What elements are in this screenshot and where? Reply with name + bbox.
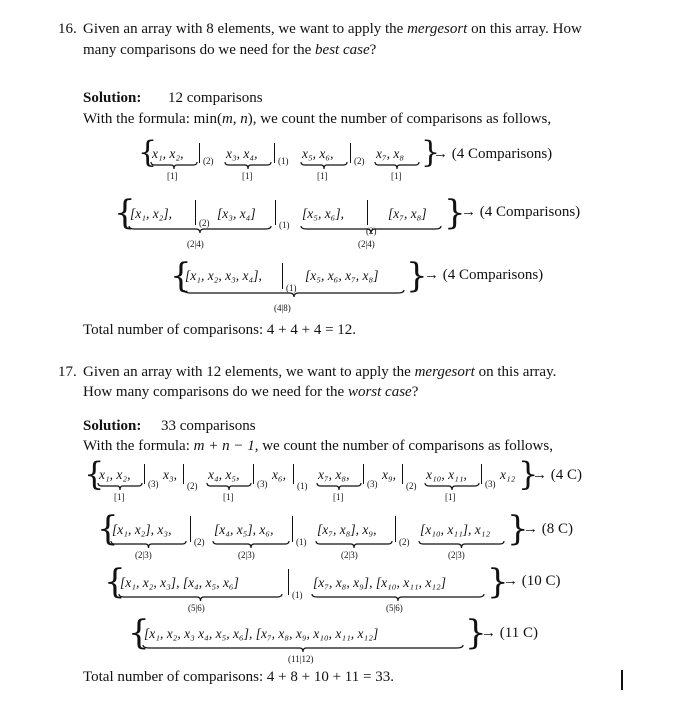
underbrace [301, 162, 347, 169]
separator [253, 464, 254, 484]
separator [293, 464, 294, 484]
underbrace [111, 541, 186, 548]
underbrace [207, 483, 251, 490]
separator [288, 569, 289, 595]
underbrace [119, 594, 282, 601]
comparison-count: → (8 C) [523, 521, 573, 537]
left-brace: { [170, 256, 192, 296]
underbrace [129, 226, 271, 233]
group-2: [x₄, x₅], x₆, [214, 522, 274, 537]
separator [183, 464, 184, 484]
right-brace: } [406, 256, 428, 296]
group-1: [x₁, x₂], [130, 206, 173, 221]
group-label: [1] [391, 171, 402, 181]
group-2: [x₃, x₄] [217, 206, 256, 221]
question-text-line-1: Given an array with 12 elements, we want to apply the mergesort on this array. [83, 364, 557, 380]
group-2-single: x₆, [272, 467, 287, 482]
group-label: (4|8) [274, 303, 291, 313]
underbrace [312, 594, 484, 601]
merge-count: (3) [148, 479, 159, 489]
group-label: [1] [167, 171, 178, 181]
group-2: [x₇, x₈, x₉], [x₁₀, x₁₁, x₁₂] [313, 575, 446, 590]
separator [292, 516, 293, 542]
comparison-count: → (4 Comparisons) [433, 146, 553, 162]
group-label: [1] [114, 492, 125, 502]
question-number: 16. [58, 21, 77, 37]
separator [275, 200, 276, 225]
group-4-single: x₁₂ [500, 467, 516, 482]
left-brace: { [104, 562, 126, 602]
group-3: x₇, x₈, [318, 467, 350, 482]
question-number: 17. [58, 364, 77, 380]
group-4: [x₁₀, x₁₁], x₁₂ [420, 522, 491, 537]
merge-count: (2) [354, 156, 365, 166]
merge-count: (2) [194, 537, 205, 547]
merge-count: (1) [278, 156, 289, 166]
separator [481, 464, 482, 484]
merge-count: (1) [292, 590, 303, 600]
group-2: [x₅, x₆, x₇, x₈] [305, 268, 379, 283]
merge-count: (1) [286, 283, 297, 293]
solution-value: 33 comparisons [161, 418, 256, 434]
underbrace [375, 162, 419, 169]
separator [402, 464, 403, 484]
group-label: [1] [333, 492, 344, 502]
merge-count: (3) [485, 479, 496, 489]
group-label: [1] [223, 492, 234, 502]
group-2: x₄, x₅, [208, 467, 240, 482]
group-label: (2|4) [187, 239, 204, 249]
comparison-count: → (11 C) [481, 625, 538, 641]
merge-count: (1) [297, 481, 308, 491]
comparison-count: → (10 C) [503, 573, 561, 589]
question-text-line-2: many comparisons do we need for the best case? [83, 42, 377, 58]
group-4: x₁₀, x₁₁, [426, 467, 467, 482]
group-3-single: x₉, [382, 467, 397, 482]
underbrace [213, 541, 289, 548]
question-text-line-1: Given an array with 8 elements, we want to apply the mergesort on this array. How [83, 21, 582, 37]
left-brace: { [128, 613, 150, 653]
merge-count: (2) [187, 481, 198, 491]
comparison-count: → (4 C) [532, 467, 582, 483]
underbrace [98, 483, 142, 490]
separator [395, 516, 396, 542]
right-brace: } [487, 562, 509, 602]
left-brace: { [114, 193, 136, 233]
left-brace: { [138, 135, 158, 170]
underbrace [151, 162, 197, 169]
group-1-single: x₃, [163, 467, 178, 482]
comparison-count: → (4 Comparisons) [424, 267, 544, 283]
separator [199, 143, 200, 163]
group-label: (2|3) [135, 550, 152, 560]
merge-count: (1) [279, 220, 290, 230]
separator [282, 263, 283, 289]
underbrace [317, 483, 361, 490]
underbrace [419, 541, 504, 548]
formula-line: With the formula: min(m, n), we count the number of comparisons as follows, [83, 111, 552, 127]
right-brace: } [421, 135, 441, 170]
group-label: [1] [445, 492, 456, 502]
underbrace [143, 645, 463, 652]
group-1: [x₁, x₂, x₃, x₄], [185, 268, 262, 283]
separator [190, 516, 191, 542]
solution-label: Solution: [83, 418, 142, 434]
group-label: [1] [242, 171, 253, 181]
group-label: (5|6) [386, 603, 403, 613]
merge-count: (1) [296, 537, 307, 547]
group-4: x₇, x₈ [376, 146, 405, 161]
underbrace [225, 162, 271, 169]
group-label: (2|3) [238, 550, 255, 560]
group-3: x₅, x₆, [302, 146, 334, 161]
group-label: (11|12) [288, 654, 314, 664]
right-brace: } [507, 509, 529, 549]
underbrace [301, 226, 441, 233]
group-label: (2|3) [341, 550, 358, 560]
group-1: x₁, x₂, [99, 467, 131, 482]
separator [367, 200, 368, 225]
left-brace: { [84, 455, 105, 493]
right-brace: } [518, 455, 539, 493]
group-label: [1] [317, 171, 328, 181]
text-cursor [621, 670, 623, 690]
right-brace: } [444, 193, 466, 233]
merge-count: (3) [367, 479, 378, 489]
underbrace [316, 541, 392, 548]
total-line: Total number of comparisons: 4 + 8 + 10 + 11 = 33. [83, 669, 394, 685]
underbrace [184, 290, 404, 297]
question-text-line-2: How many comparisons do we need for the worst case? [83, 384, 419, 400]
separator [350, 143, 351, 163]
right-brace: } [465, 613, 487, 653]
group-3: [x₅, x₆], [302, 206, 345, 221]
formula-line: With the formula: m + n − 1, we count the number of comparisons as follows, [83, 438, 553, 454]
merge-count: (2) [203, 156, 214, 166]
left-brace: { [97, 509, 119, 549]
separator [274, 143, 275, 163]
merge-count: (2) [399, 537, 410, 547]
group-3: [x₇, x₈], x₉, [317, 522, 377, 537]
merge-count: (2) [366, 226, 377, 236]
comparison-count: → (4 Comparisons) [461, 204, 581, 220]
solution-value: 12 comparisons [168, 90, 263, 106]
solution-label: Solution: [83, 90, 142, 106]
group-2: x₃, x₄, [226, 146, 258, 161]
group-1: [x₁, x₂], x₃, [112, 522, 172, 537]
group-1: [x₁, x₂, x₃ x₄, x₅, x₆], [x₇, x₈, x₉, x₁₀, x₁₁, x₁₂] [144, 626, 379, 641]
separator [144, 464, 145, 484]
group-1: x₁, x₂, [152, 146, 184, 161]
group-label: (2|4) [358, 239, 375, 249]
merge-count: (3) [257, 479, 268, 489]
underbrace [425, 483, 479, 490]
group-1: [x₁, x₂, x₃], [x₄, x₅, x₆] [120, 575, 239, 590]
merge-count: (2) [406, 481, 417, 491]
merge-count: (2) [199, 218, 210, 228]
group-label: (5|6) [188, 603, 205, 613]
separator [363, 464, 364, 484]
total-line: Total number of comparisons: 4 + 4 + 4 = 12. [83, 322, 357, 338]
group-4: [x₇, x₈] [388, 206, 427, 221]
group-label: (2|3) [448, 550, 465, 560]
separator [195, 200, 196, 225]
